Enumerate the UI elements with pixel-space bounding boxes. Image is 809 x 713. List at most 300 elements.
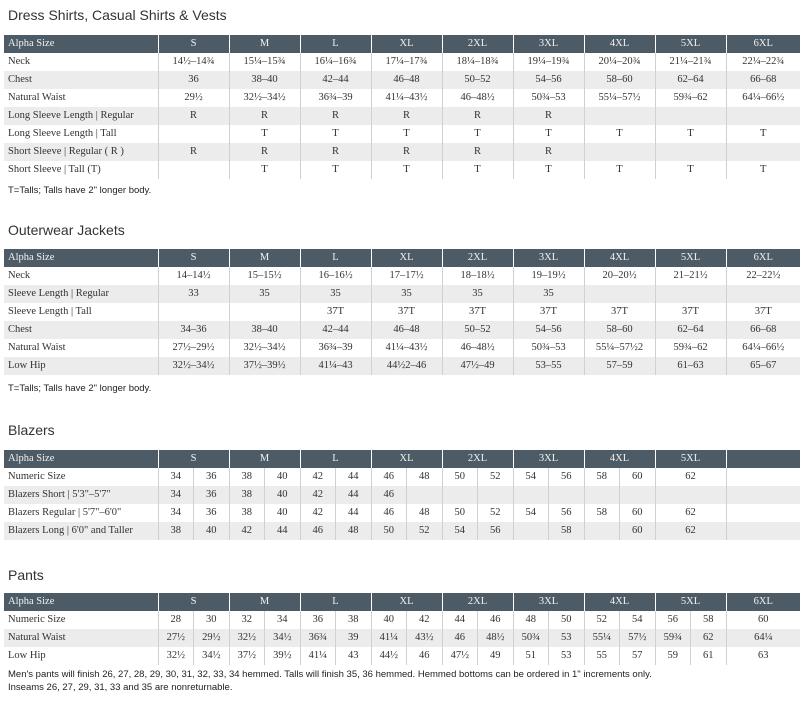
table-cell: 54–56 — [513, 321, 584, 339]
row-label: Blazers Long | 6'0" and Taller — [4, 522, 158, 540]
table-cell: 38–40 — [229, 71, 300, 89]
table-cell-value: 58 — [596, 507, 607, 518]
table-cell-value: 40 — [264, 486, 300, 504]
table-cell: T — [513, 161, 584, 179]
header-size: L — [300, 249, 371, 267]
header-size: 6XL — [726, 35, 800, 53]
table-cell: 41¼–43½ — [371, 89, 442, 107]
table-cell-pair — [513, 629, 584, 647]
table-cell-pair — [371, 629, 442, 647]
table-cell-value: 34 — [170, 507, 181, 518]
table-cell-value: 46 — [383, 489, 394, 500]
table-cell-value: 34 — [170, 471, 181, 482]
table-cell-pair — [655, 647, 726, 665]
table-cell-value: 30 — [193, 611, 229, 629]
table-cell: 50–52 — [442, 321, 513, 339]
table-cell — [726, 522, 800, 540]
table-cell-pair — [300, 522, 371, 540]
table-cell: R — [300, 143, 371, 161]
table-row — [4, 303, 800, 321]
table-cell-value: 36 — [312, 614, 323, 625]
header-size: 5XL — [655, 35, 726, 53]
header-size: L — [300, 593, 371, 611]
table-cell: 37T — [300, 303, 371, 321]
table-cell: R — [513, 143, 584, 161]
table-cell-pair — [158, 468, 229, 486]
table-cell: 32½–34½ — [229, 89, 300, 107]
table-row — [4, 285, 800, 303]
table-cell-value: 39 — [335, 629, 371, 647]
table-cell-pair — [300, 647, 371, 665]
table-cell-value: 36 — [193, 504, 229, 522]
table-cell-value — [406, 486, 442, 504]
table-cell: 35 — [229, 285, 300, 303]
table-cell-value: 46 — [406, 647, 442, 665]
table-cell: 19–19½ — [513, 267, 584, 285]
table-cell: R — [229, 107, 300, 125]
table-cell-pair — [158, 486, 229, 504]
table-cell: 35 — [300, 285, 371, 303]
table-cell: R — [229, 143, 300, 161]
table-cell: 14½–14¾ — [158, 53, 229, 71]
row-label: Natural Waist — [4, 339, 158, 357]
header-size: XL — [371, 249, 442, 267]
table-cell: 37T — [442, 303, 513, 321]
table-cell: 21–21½ — [655, 267, 726, 285]
table-cell: 37½–39½ — [229, 357, 300, 375]
table-cell: T — [229, 125, 300, 143]
table-cell-value: 50 — [454, 507, 465, 518]
table-cell-value: 32½ — [166, 650, 185, 661]
table-cell — [655, 143, 726, 161]
table-cell-value: 44 — [454, 614, 465, 625]
table-cell-pair — [442, 504, 513, 522]
row-label: Low Hip — [4, 647, 158, 665]
table-cell: 46–48½ — [442, 339, 513, 357]
table-cell-pair — [513, 504, 584, 522]
table-cell: T — [655, 125, 726, 143]
table-row — [4, 339, 800, 357]
table-cell: 62–64 — [655, 71, 726, 89]
table-cell-value: 60 — [619, 468, 655, 486]
table-cell-value: 57½ — [619, 629, 655, 647]
table-cell: 64¼–66½ — [726, 89, 800, 107]
table-cell: T — [584, 161, 655, 179]
table-cell-value: 34 — [264, 611, 300, 629]
table-cell-pair — [229, 468, 300, 486]
table-cell: 41¼–43 — [300, 357, 371, 375]
table-cell-value: 36¾ — [308, 632, 327, 643]
table-cell-value: 46 — [383, 507, 394, 518]
table-cell: 32½–34½ — [229, 339, 300, 357]
table-cell: 66–68 — [726, 321, 800, 339]
table-cell: 19¼–19¾ — [513, 53, 584, 71]
table-cell-pair — [442, 522, 513, 540]
header-size: 3XL — [513, 450, 584, 468]
table-cell: 55¼–57½2 — [584, 339, 655, 357]
table-cell-value — [619, 486, 655, 504]
table-row — [4, 71, 800, 89]
table-cell-value: 59¾ — [663, 632, 682, 643]
table-cell: 50¾–53 — [513, 339, 584, 357]
table-cell-value: 40 — [383, 614, 394, 625]
table-cell-value: 47½ — [450, 650, 469, 661]
table-cell: R — [158, 107, 229, 125]
table-cell-value: 29½ — [193, 629, 229, 647]
blazers-table — [4, 450, 800, 540]
row-label: Neck — [4, 267, 158, 285]
table-cell: 41¼–43½ — [371, 339, 442, 357]
table-cell — [726, 486, 800, 504]
table-cell: 17–17½ — [371, 267, 442, 285]
header-size: XL — [371, 35, 442, 53]
header-row — [4, 35, 800, 53]
table-cell: 50–52 — [442, 71, 513, 89]
table-cell-pair — [229, 611, 300, 629]
table-row — [4, 647, 800, 665]
table-cell-value — [514, 522, 549, 540]
dress-shirts-note: T=Talls; Talls have 2" longer body. — [8, 185, 152, 196]
table-cell-pair — [229, 522, 300, 540]
header-size: 3XL — [513, 35, 584, 53]
table-cell: 33 — [158, 285, 229, 303]
header-size — [726, 450, 800, 468]
row-label: Chest — [4, 321, 158, 339]
table-cell: R — [442, 143, 513, 161]
header-size: S — [158, 35, 229, 53]
table-cell: 38–40 — [229, 321, 300, 339]
header-row — [4, 249, 800, 267]
table-cell: T — [726, 161, 800, 179]
table-cell: 22¼–22¾ — [726, 53, 800, 71]
table-cell — [726, 107, 800, 125]
table-cell: R — [371, 107, 442, 125]
table-cell-value: 54 — [525, 471, 536, 482]
header-size: 6XL — [726, 593, 800, 611]
table-cell-value: 38 — [241, 507, 252, 518]
table-cell-value — [585, 486, 620, 504]
row-label: Sleeve Length | Tall — [4, 303, 158, 321]
table-cell-pair — [300, 486, 371, 504]
table-cell-value: 44 — [335, 504, 371, 522]
table-cell — [655, 107, 726, 125]
table-cell-value: 53 — [548, 647, 584, 665]
table-cell-pair — [584, 522, 655, 540]
table-cell-pair — [371, 486, 442, 504]
header-size: 2XL — [442, 249, 513, 267]
table-cell — [229, 303, 300, 321]
table-cell-pair — [442, 486, 513, 504]
table-row — [4, 267, 800, 285]
header-size: M — [229, 593, 300, 611]
table-cell: T — [442, 125, 513, 143]
table-cell: 36¾–39 — [300, 339, 371, 357]
table-cell: 20–20½ — [584, 267, 655, 285]
header-label: Alpha Size — [4, 249, 158, 267]
header-size: 2XL — [442, 593, 513, 611]
table-row — [4, 522, 800, 540]
table-cell-value: 56 — [548, 504, 584, 522]
table-cell: T — [300, 125, 371, 143]
table-cell-pair — [442, 647, 513, 665]
table-cell: T — [726, 125, 800, 143]
table-cell: 62 — [655, 468, 726, 486]
table-cell-value — [548, 486, 584, 504]
table-cell: 16¼–16¾ — [300, 53, 371, 71]
table-cell-value: 56 — [548, 468, 584, 486]
table-cell-value: 44 — [335, 486, 371, 504]
table-cell: 62 — [655, 522, 726, 540]
row-label: Blazers Short | 5'3"–5'7" — [4, 486, 158, 504]
table-cell: 29½ — [158, 89, 229, 107]
table-cell-value: 56 — [477, 522, 513, 540]
table-cell-value: 36 — [193, 486, 229, 504]
header-size: 5XL — [655, 593, 726, 611]
table-cell: 63 — [726, 647, 800, 665]
table-cell-pair — [371, 611, 442, 629]
table-cell: 59¾–62 — [655, 339, 726, 357]
table-cell-pair — [371, 522, 442, 540]
table-cell-value: 39½ — [264, 647, 300, 665]
table-cell: 50¾–53 — [513, 89, 584, 107]
table-cell-pair — [655, 611, 726, 629]
header-size: XL — [371, 593, 442, 611]
table-cell-value: 44 — [264, 522, 300, 540]
table-cell: T — [513, 125, 584, 143]
table-cell-value: 42 — [241, 525, 252, 536]
table-cell-pair — [371, 504, 442, 522]
table-cell-pair — [371, 468, 442, 486]
table-cell-pair — [300, 629, 371, 647]
header-size: 4XL — [584, 249, 655, 267]
table-cell: 60 — [726, 611, 800, 629]
header-size: XL — [371, 450, 442, 468]
table-cell-value: 46 — [454, 632, 465, 643]
table-cell: 35 — [513, 285, 584, 303]
row-label: Numeric Size — [4, 611, 158, 629]
table-cell-value: 60 — [619, 504, 655, 522]
table-row — [4, 468, 800, 486]
table-cell-value: 57 — [619, 647, 655, 665]
header-size: 4XL — [584, 450, 655, 468]
table-cell: 42–44 — [300, 321, 371, 339]
table-cell-value: 50 — [454, 471, 465, 482]
header-size: 4XL — [584, 35, 655, 53]
pants-note: Men's pants will finish 26, 27, 28, 29, 30, 31, 32, 33, 34 hemmed. Talls will finish 35, 36 hemmed. Hemmed bottoms can be ordered in 1" increments only. — [8, 669, 652, 680]
row-label: Numeric Size — [4, 468, 158, 486]
table-cell-value: 44½ — [379, 650, 398, 661]
table-cell-value: 54 — [619, 611, 655, 629]
table-cell: 46–48 — [371, 71, 442, 89]
table-cell: 62–64 — [655, 321, 726, 339]
table-cell-value: 42 — [406, 611, 442, 629]
row-label: Natural Waist — [4, 89, 158, 107]
header-size: 5XL — [655, 249, 726, 267]
table-cell: 15¼–15¾ — [229, 53, 300, 71]
table-cell-value: 46 — [312, 525, 323, 536]
table-cell: 18–18½ — [442, 267, 513, 285]
dress-shirts-table — [4, 35, 800, 179]
table-cell: T — [300, 161, 371, 179]
row-label: Chest — [4, 71, 158, 89]
table-cell-value — [585, 522, 620, 540]
table-row — [4, 143, 800, 161]
table-cell-pair — [300, 468, 371, 486]
table-cell-pair — [442, 611, 513, 629]
table-cell: 64¼ — [726, 629, 800, 647]
table-cell: 34–36 — [158, 321, 229, 339]
header-label: Alpha Size — [4, 450, 158, 468]
table-cell — [584, 285, 655, 303]
header-size: 2XL — [442, 450, 513, 468]
table-cell: 18¼–18¾ — [442, 53, 513, 71]
table-row — [4, 486, 800, 504]
table-cell-value — [477, 486, 513, 504]
header-label: Alpha Size — [4, 35, 158, 53]
table-cell: 57–59 — [584, 357, 655, 375]
table-cell-pair — [229, 486, 300, 504]
table-cell-value: 53 — [548, 629, 584, 647]
header-size: 3XL — [513, 249, 584, 267]
table-cell-pair — [513, 486, 584, 504]
header-size: M — [229, 450, 300, 468]
table-cell-pair — [655, 629, 726, 647]
table-cell: 59¾–62 — [655, 89, 726, 107]
table-cell-value: 42 — [312, 489, 323, 500]
table-cell: T — [584, 125, 655, 143]
table-cell: 37T — [726, 303, 800, 321]
table-cell: T — [442, 161, 513, 179]
table-cell-value: 58 — [548, 522, 584, 540]
table-cell: 54–56 — [513, 71, 584, 89]
row-label: Short Sleeve | Regular ( R ) — [4, 143, 158, 161]
table-cell-value: 38 — [241, 471, 252, 482]
table-cell-pair — [513, 647, 584, 665]
table-cell: R — [371, 143, 442, 161]
header-row — [4, 450, 800, 468]
header-label: Alpha Size — [4, 593, 158, 611]
table-cell-value: 48 — [406, 468, 442, 486]
table-row — [4, 161, 800, 179]
table-cell-pair — [229, 629, 300, 647]
table-cell: 36¾–39 — [300, 89, 371, 107]
table-cell: 47½–49 — [442, 357, 513, 375]
table-cell: T — [229, 161, 300, 179]
row-label: Long Sleeve Length | Tall — [4, 125, 158, 143]
table-cell — [158, 303, 229, 321]
table-cell: 53–55 — [513, 357, 584, 375]
table-cell: 35 — [371, 285, 442, 303]
table-cell-value: 32½ — [237, 632, 256, 643]
table-cell: 66–68 — [726, 71, 800, 89]
table-cell-value: 59 — [667, 650, 678, 661]
table-cell — [726, 143, 800, 161]
table-cell: 37T — [655, 303, 726, 321]
table-cell-value: 42 — [312, 471, 323, 482]
table-cell-value: 34 — [170, 489, 181, 500]
table-cell: 32½–34½ — [158, 357, 229, 375]
table-cell-value: 55¼ — [592, 632, 611, 643]
table-cell-value: 28 — [170, 614, 181, 625]
table-cell-value: 43 — [335, 647, 371, 665]
table-cell: 14–14½ — [158, 267, 229, 285]
table-cell-pair — [584, 468, 655, 486]
table-cell: T — [371, 125, 442, 143]
table-cell-value: 34½ — [193, 647, 229, 665]
table-cell-value: 38 — [170, 525, 181, 536]
table-cell-value: 62 — [690, 629, 726, 647]
table-cell-pair — [442, 629, 513, 647]
pants-note-inseams: Inseams 26, 27, 29, 31, 33 and 35 are nonreturnable. — [8, 682, 233, 693]
table-cell-value — [443, 486, 478, 504]
table-cell-value: 34½ — [264, 629, 300, 647]
table-cell-value: 48½ — [477, 629, 513, 647]
table-cell: R — [300, 107, 371, 125]
table-cell-value: 48 — [525, 614, 536, 625]
table-cell: 42–44 — [300, 71, 371, 89]
table-cell-pair — [158, 611, 229, 629]
table-cell-pair — [584, 486, 655, 504]
table-cell: 15–15½ — [229, 267, 300, 285]
header-size: 6XL — [726, 249, 800, 267]
header-size: S — [158, 249, 229, 267]
table-cell-value: 52 — [406, 522, 442, 540]
table-cell-value: 43½ — [406, 629, 442, 647]
table-cell — [655, 486, 726, 504]
table-cell: R — [158, 143, 229, 161]
table-cell-value: 49 — [477, 647, 513, 665]
row-label: Neck — [4, 53, 158, 71]
table-cell: 16–16½ — [300, 267, 371, 285]
table-cell-pair — [584, 611, 655, 629]
table-cell-value: 37½ — [237, 650, 256, 661]
table-cell-value: 40 — [264, 468, 300, 486]
table-cell: T — [655, 161, 726, 179]
table-cell-value: 50¾ — [521, 632, 540, 643]
table-cell-value: 58 — [596, 471, 607, 482]
table-cell: T — [371, 161, 442, 179]
table-cell-pair — [513, 522, 584, 540]
table-cell-value: 46 — [383, 471, 394, 482]
table-cell: 35 — [442, 285, 513, 303]
table-cell-pair — [513, 611, 584, 629]
section-title-pants: Pants — [8, 567, 44, 583]
table-cell-pair — [158, 504, 229, 522]
table-cell-value: 41¼ — [308, 650, 327, 661]
table-cell-value — [514, 486, 549, 504]
table-cell-value: 50 — [548, 611, 584, 629]
table-cell-pair — [229, 647, 300, 665]
section-title-dress-shirts: Dress Shirts, Casual Shirts & Vests — [8, 7, 227, 23]
table-cell — [584, 107, 655, 125]
table-row — [4, 504, 800, 522]
table-cell-value: 54 — [525, 507, 536, 518]
table-cell-value: 41¼ — [379, 632, 398, 643]
header-size: L — [300, 450, 371, 468]
row-label: Short Sleeve | Tall (T) — [4, 161, 158, 179]
table-cell-pair — [158, 629, 229, 647]
table-cell — [158, 125, 229, 143]
header-size: L — [300, 35, 371, 53]
table-cell — [584, 143, 655, 161]
pants-table — [4, 593, 800, 665]
table-cell-pair — [442, 468, 513, 486]
table-cell-value: 32 — [241, 614, 252, 625]
header-size: S — [158, 593, 229, 611]
header-size: 3XL — [513, 593, 584, 611]
table-cell-pair — [513, 468, 584, 486]
table-cell: R — [442, 107, 513, 125]
